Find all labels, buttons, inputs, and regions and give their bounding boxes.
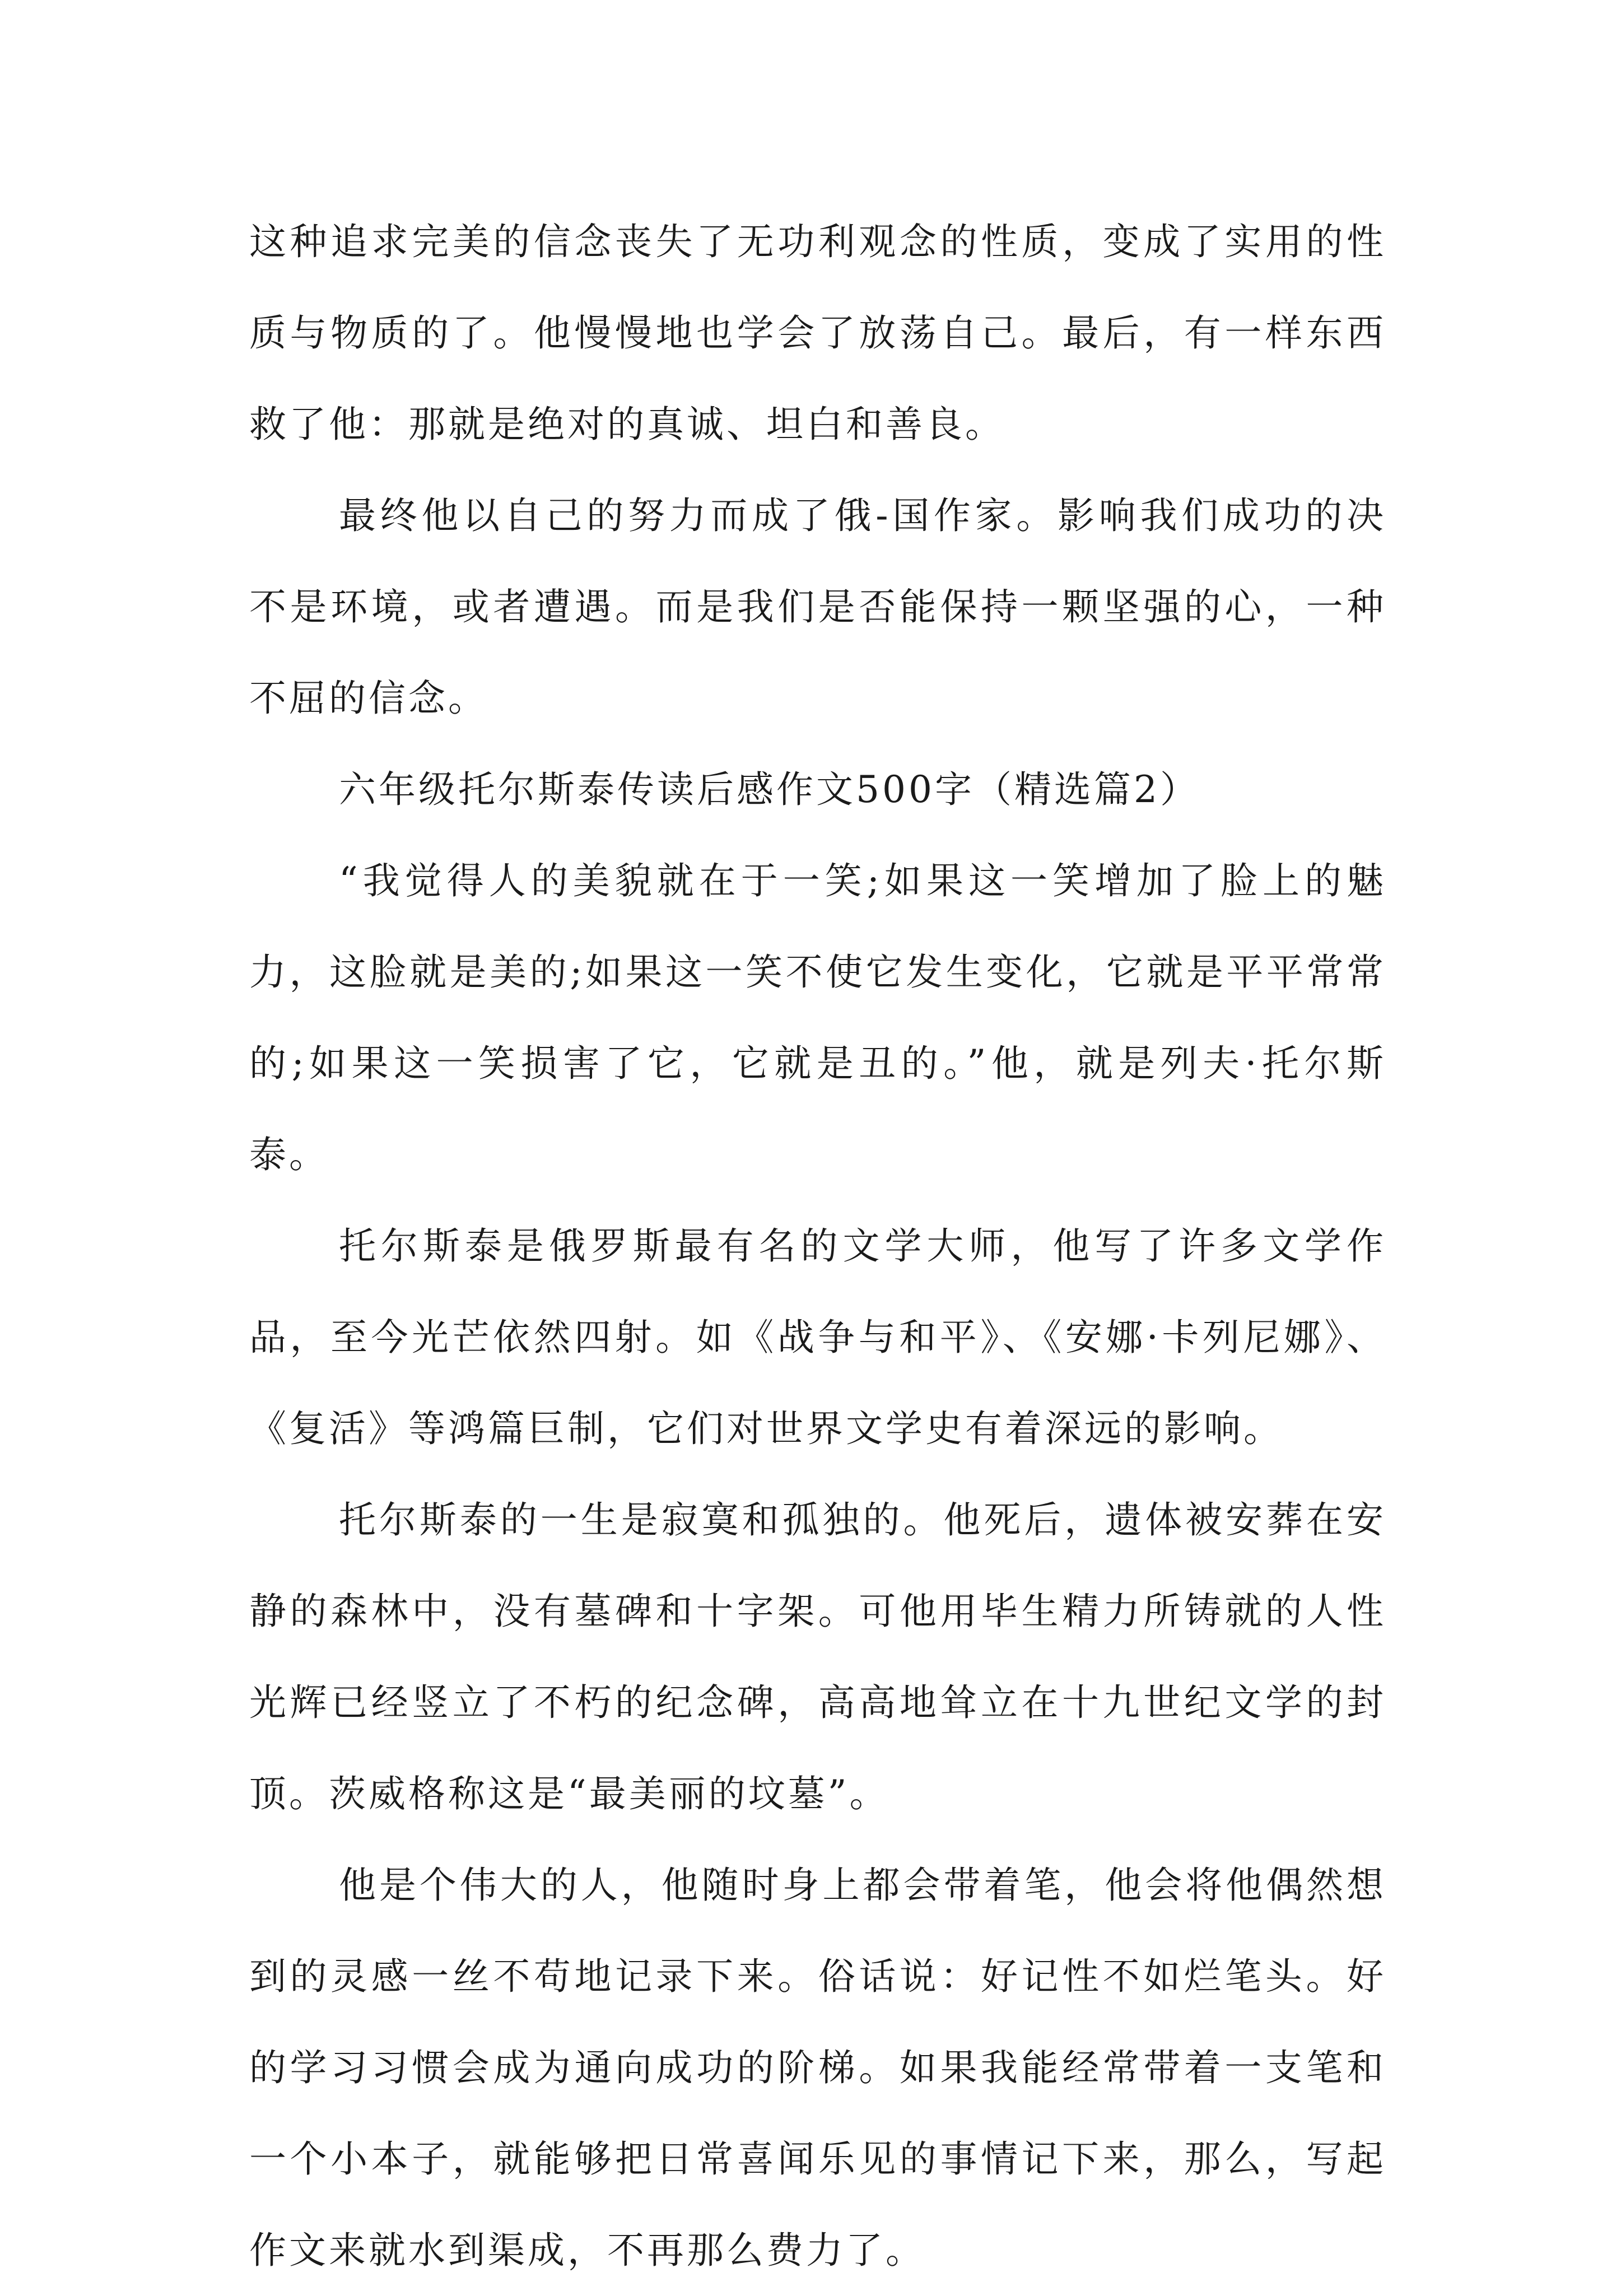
- paragraph-6: 他是个伟大的人，他随时身上都会带着笔，他会将他偶然想到的灵感一丝不苟地记录下来。俗话说：好记性不如烂笔头。好的学习习惯会成为通向成功的阶梯。如果我能经常带着一支笔和一个小本子，就能够把日常喜闻乐见的事情记下来，那么，写起作文来就水到渠成，不再那么费力了。: [249, 1864, 1386, 2272]
- paragraph-1: 这种追求完美的信念丧失了无功利观念的性质，变成了实用的性质与物质的了。他慢慢地也学会了放荡自己。最后，有一样东西救了他：那就是绝对的真诚、坦白和善良。: [249, 220, 1386, 446]
- paragraph-4: 托尔斯泰是俄罗斯最有名的文学大师，他写了许多文学作品，至今光芒依然四射。如《战争与和平》、《安娜·卡列尼娜》、《复活》等鸿篇巨制，它们对世界文学史有着深远的影响。: [249, 1224, 1386, 1450]
- paragraph-2: 最终他以自己的努力而成了俄-国作家。影响我们成功的决不是环境，或者遭遇。而是我们是否能保持一颗坚强的心，一种不屈的信念。: [249, 494, 1386, 720]
- section-heading: 六年级托尔斯泰传读后感作文500字（精选篇2）: [339, 768, 1200, 811]
- paragraph-5: 托尔斯泰的一生是寂寞和孤独的。他死后，遗体被安葬在安静的森林中，没有墓碑和十字架。可他用毕生精力所铸就的人性光辉已经竖立了不朽的纪念碑，高高地耸立在十九世纪文学的封顶。茨威格称这是“最美丽的坟墓”。: [249, 1498, 1386, 1815]
- paragraph-3: “我觉得人的美貌就在于一笑;如果这一笑增加了脸上的魅力，这脸就是美的;如果这一笑不使它发生变化，它就是平平常常的;如果这一笑损害了它，它就是丑的。”他，就是列夫·托尔斯泰。: [249, 859, 1386, 1176]
- document-body: [249, 196, 1386, 2296]
